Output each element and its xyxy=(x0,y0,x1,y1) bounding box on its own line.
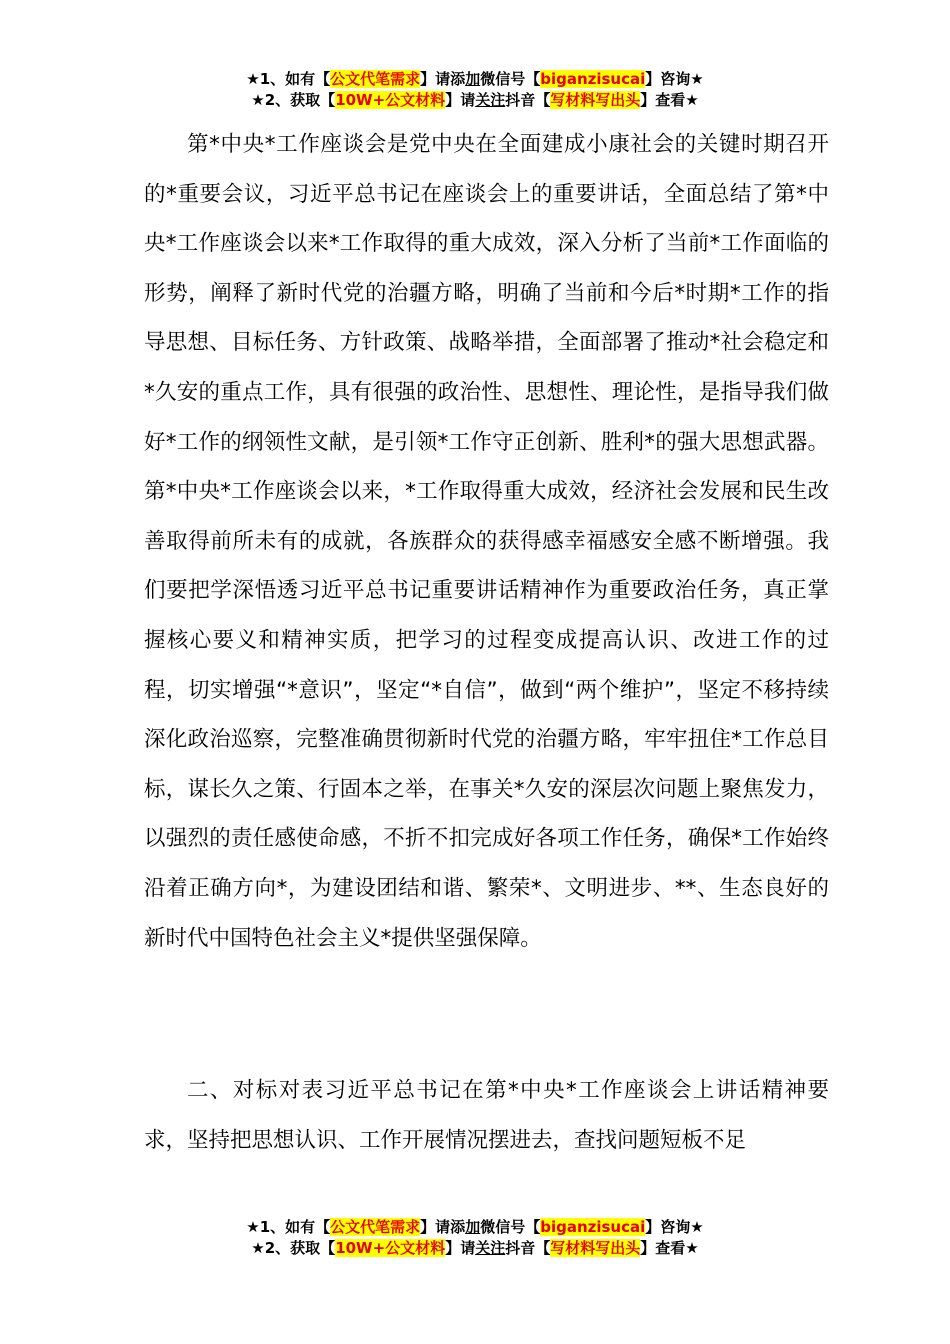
banner-text: 】咨询★ xyxy=(645,1218,704,1236)
banner-underlined-text: 关注 xyxy=(475,1239,506,1257)
banner-text: 抖音【 xyxy=(505,1239,551,1257)
banner-text: 】请 xyxy=(445,91,476,109)
banner-text: ★2、获取【 xyxy=(251,91,336,109)
document-body xyxy=(144,120,829,963)
banner-text: 抖音【 xyxy=(505,91,551,109)
banner-text: 微信号【 xyxy=(480,70,541,88)
banner-text: 】请添 xyxy=(420,1218,466,1236)
footer-banner xyxy=(0,1217,950,1259)
banner-text: ★2、获取【 xyxy=(251,1239,336,1257)
banner-highlight: 公文代笔需求 xyxy=(330,1218,421,1236)
banner-line-2 xyxy=(0,90,950,111)
banner-underlined-text: 关注 xyxy=(475,91,506,109)
header-banner xyxy=(0,69,950,111)
banner-text: 】请 xyxy=(445,1239,476,1257)
banner-highlight: 写材料写出头 xyxy=(550,91,641,109)
banner-underlined-text: 加 xyxy=(465,70,481,88)
banner-highlight: 10W+公文材料 xyxy=(335,1239,446,1257)
banner-line-1 xyxy=(0,69,950,90)
banner-line-2 xyxy=(0,1238,950,1259)
banner-highlight: biganzisucai xyxy=(540,1218,646,1236)
banner-text: 】请添 xyxy=(420,70,466,88)
paragraph: 第*中央*工作座谈会是党中央在全面建成小康社会的关键时期召开的*重要会议，习近平总书记在座谈会上的重要讲话，全面总结了第*中央*工作座谈会以来*工作取得的重大成效，深入分析了当前*工作面临的形势，阐释了新时代党的治疆方略，明确了当前和今后*时期*工作的指导思想、目标任务、方针政策、战略举措，全面部署了推动*社会稳定和*久安的重点工作，具有很强的政治性、思想性、理论性，是指导我们做好*工作的纲领性文献，是引领*工作守正创新、胜利*的强大思想武器。第*中央*工作座谈会以来，*工作取得重大成效，经济社会发展和民生改善取得前所未有的成就，各族群众的获得感幸福感安全感不断增强。我们要把学深悟透习近平总书记重要讲话精神作为重要政治任务，真正掌握核心要义和精神实质，把学习的过程变成提高认识、改进工作的过程，切实增强“*意识”，坚定“*自信”，做到“两个维护”，坚定不移持续深化政治巡察，完整准确贯彻新时代党的治疆方略，牢牢扭住*工作总目标，谋长久之策、行固本之举，在事关*久安的深层次问题上聚焦发力，以强烈的责任感使命感，不折不扣完成好各项工作任务，确保*工作始终沿着正确方向*，为建设团结和谐、繁荣*、文明进步、**、生态良好的新时代中国特色社会主义*提供坚强保障。 xyxy=(144,132,829,951)
banner-text: 】查看★ xyxy=(640,91,699,109)
banner-text: 】咨询★ xyxy=(645,70,704,88)
banner-highlight: biganzisucai xyxy=(540,70,646,88)
banner-text: ★1、如有【 xyxy=(246,70,331,88)
banner-highlight: 写材料写出头 xyxy=(550,1239,641,1257)
banner-text: 微信号【 xyxy=(480,1218,541,1236)
section-heading-paragraph: 二、对标对表习近平总书记在第*中央*工作座谈会上讲话精神要求，坚持把思想认识、工作开展情况摆进去，查找问题短板不足 xyxy=(144,1078,829,1153)
banner-highlight: 10W+公文材料 xyxy=(335,91,446,109)
banner-line-1 xyxy=(0,1217,950,1238)
banner-highlight: 公文代笔需求 xyxy=(330,70,421,88)
banner-underlined-text: 加 xyxy=(465,1218,481,1236)
document-body-section-2 xyxy=(144,1066,829,1165)
banner-text: ★1、如有【 xyxy=(246,1218,331,1236)
banner-text: 】查看★ xyxy=(640,1239,699,1257)
